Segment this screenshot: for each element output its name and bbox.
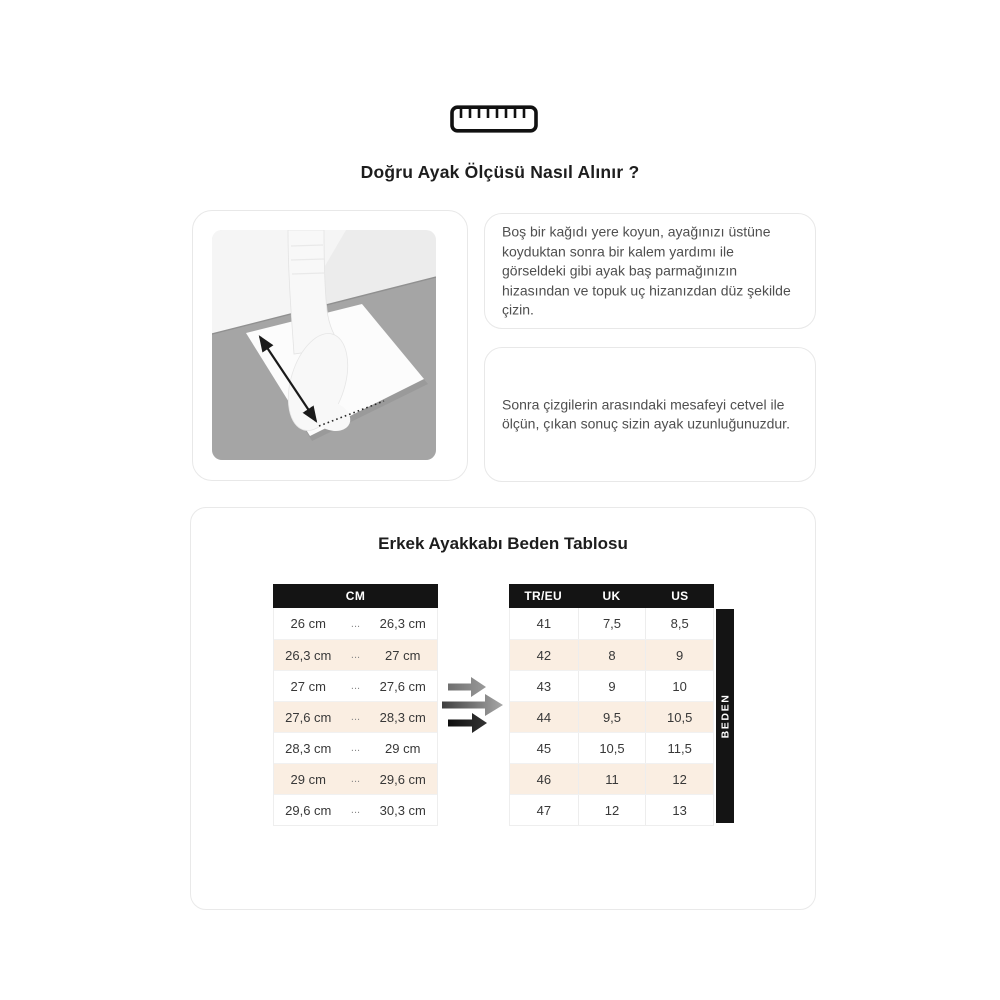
page-title: Doğru Ayak Ölçüsü Nasıl Alınır ?	[360, 162, 640, 182]
ruler-icon	[450, 105, 538, 133]
range-dots: ...	[350, 742, 361, 754]
col-header-us: US	[671, 589, 689, 603]
range-dots: ...	[350, 649, 361, 661]
cm-row: 27,6 cm ... 28,3 cm	[274, 701, 437, 732]
instruction-step-2: Sonra çizgilerin arasındaki mesafeyi cetvel ile ölçün, çıkan sonuç sizin ayak uzunluğunuzdur.	[502, 396, 790, 432]
cm-table-header: CM	[273, 584, 438, 608]
beden-label-text: BEDEN	[719, 693, 732, 739]
size-table-body	[509, 608, 714, 826]
size-chart-card	[190, 507, 816, 910]
conversion-arrows-icon	[442, 673, 506, 735]
size-row: 46 11 12	[510, 763, 713, 794]
col-header-uk: UK	[602, 589, 621, 603]
size-row: 45 10,5 11,5	[510, 732, 713, 763]
size-row: 42 8 9	[510, 639, 713, 670]
range-dots: ...	[350, 773, 361, 785]
instruction-card-1	[484, 213, 816, 329]
range-dots: ...	[350, 617, 361, 630]
col-header-treu: TR/EU	[524, 589, 562, 603]
cm-row: 29,6 cm ... 30,3 cm	[274, 794, 437, 825]
cm-row: 27 cm ... 27,6 cm	[274, 670, 437, 701]
cm-table-body	[273, 608, 438, 826]
range-dots: ...	[350, 680, 361, 692]
size-row: 43 9 10	[510, 670, 713, 701]
size-table	[509, 584, 714, 826]
instruction-step-1: Boş bir kağıdı yere koyun, ayağınızı üstüne koyduktan sonra bir kalem yardımı ile görseldeki gibi ayak baş parmağınızın hizasından ve topuk uç hizanızdan düz şekilde çizin.	[502, 223, 791, 318]
size-chart-title: Erkek Ayakkabı Beden Tablosu	[378, 534, 628, 553]
range-dots: ...	[350, 804, 361, 816]
instruction-card-2	[484, 347, 816, 482]
cm-row: 29 cm ... 29,6 cm	[274, 763, 437, 794]
foot-measure-photo-card	[192, 210, 468, 481]
foot-measurement-image	[212, 230, 436, 460]
size-row: 47 12 13	[510, 794, 713, 825]
beden-side-label	[716, 609, 734, 823]
size-row: 41 7,5 8,5	[510, 608, 713, 639]
cm-row: 26,3 cm ... 27 cm	[274, 639, 437, 670]
range-dots: ...	[350, 711, 361, 723]
size-table-header	[509, 584, 714, 608]
cm-row: 26 cm ... 26,3 cm	[274, 608, 437, 639]
size-row: 44 9,5 10,5	[510, 701, 713, 732]
cm-table	[273, 584, 438, 826]
cm-row: 28,3 cm ... 29 cm	[274, 732, 437, 763]
